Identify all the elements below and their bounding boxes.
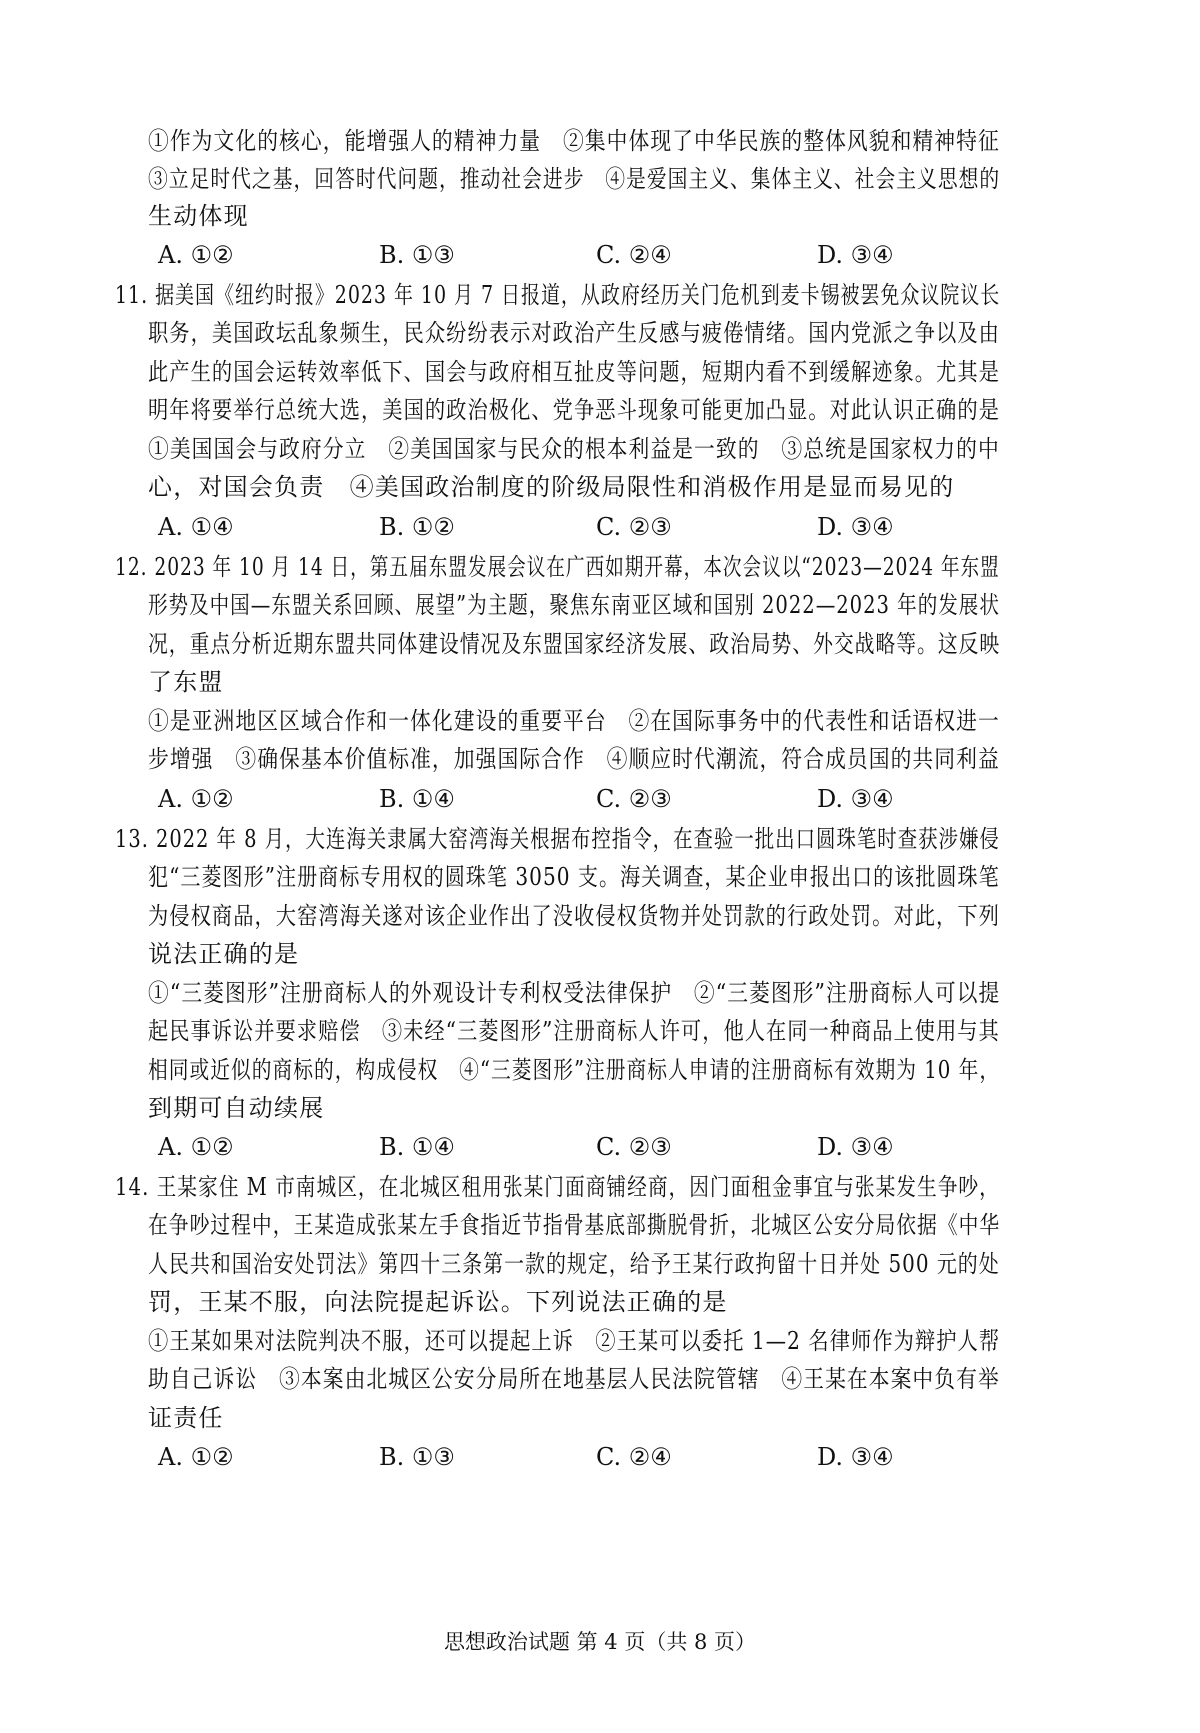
q13-option-c: C. ②③	[596, 1133, 672, 1161]
q12-option-b: B. ①④	[379, 785, 455, 813]
q14-option-a: A. ①②	[158, 1443, 234, 1471]
q14-option-d: D. ③④	[817, 1443, 894, 1471]
q14-option-b: B. ①③	[379, 1443, 455, 1471]
q10-line: 生动体现	[148, 202, 249, 230]
q13-stem-line: 13. 2022 年 8 月，大连海关隶属大窑湾海关根据布控指令，在查验一批出口圆珠笔时查获涉嫌侵	[115, 825, 1000, 853]
q11-option-c: C. ②③	[596, 513, 672, 541]
q14-stem-line: 罚，王某不服，向法院提起诉讼。下列说法正确的是	[148, 1288, 728, 1316]
q11-choice-line: 心，对国会负责 ④美国政治制度的阶级局限性和消极作用是显而易见的	[148, 473, 955, 501]
q12-option-a: A. ①②	[158, 785, 234, 813]
q10-option-d: D. ③④	[817, 241, 894, 269]
q11-option-b: B. ①②	[379, 513, 455, 541]
q14-stem-line: 在争吵过程中，王某造成张某左手食指近节指骨基底部撕脱骨折，北城区公安分局依据《中华	[148, 1211, 1001, 1239]
q11-stem-line: 职务，美国政坛乱象频生，民众纷纷表示对政治产生反感与疲倦情绪。国内党派之争以及由	[148, 319, 1000, 347]
q13-option-b: B. ①④	[379, 1133, 455, 1161]
q11-option-d: D. ③④	[817, 513, 894, 541]
q11-stem-line: 此产生的国会运转效率低下、国会与政府相互扯皮等问题，短期内看不到缓解迹象。尤其是	[148, 358, 1000, 386]
q11-stem-line: 11. 据美国《纽约时报》2023 年 10 月 7 日报道，从政府经历关门危机到麦卡锡被罢免众议院议长	[115, 281, 1001, 309]
q14-stem-line: 人民共和国治安处罚法》第四十三条第一款的规定，给予王某行政拘留十日并处 500 元的处	[148, 1250, 1000, 1278]
q13-choice-line: 到期可自动续展	[148, 1094, 325, 1122]
q10-line: ①作为文化的核心，能增强人的精神力量 ②集中体现了中华民族的整体风貌和精神特征	[148, 127, 1000, 155]
q11-option-a: A. ①④	[158, 513, 234, 541]
q12-stem-line: 12. 2023 年 10 月 14 日，第五届东盟发展会议在广西如期开幕，本次会议以“2023—2024 年东盟	[115, 553, 1000, 581]
q11-stem-line: 明年将要举行总统大选，美国的政治极化、党争恶斗现象可能更加凸显。对此认识正确的是	[148, 396, 1000, 424]
q12-stem-line: 形势及中国—东盟关系回顾、展望”为主题，聚焦东南亚区域和国别 2022—2023 年的发展状	[148, 591, 1000, 619]
q12-choice-line: 步增强 ③确保基本价值标准，加强国际合作 ④顺应时代潮流，符合成员国的共同利益	[148, 745, 1000, 773]
q14-option-c: C. ②④	[596, 1443, 672, 1471]
q13-choice-line: ①“三菱图形”注册商标人的外观设计专利权受法律保护 ②“三菱图形”注册商标人可以提	[148, 979, 1001, 1007]
q13-choice-line: 起民事诉讼并要求赔偿 ③未经“三菱图形”注册商标人许可，他人在同一种商品上使用与其	[148, 1017, 1000, 1045]
q10-option-c: C. ②④	[596, 241, 672, 269]
q14-choice-line: 证责任	[148, 1404, 224, 1432]
q13-choice-line: 相同或近似的商标的，构成侵权 ④“三菱图形”注册商标人申请的注册商标有效期为 10 年，	[148, 1056, 1001, 1084]
q12-stem-line: 了东盟	[148, 668, 224, 696]
q14-choice-line: ①王某如果对法院判决不服，还可以提起上诉 ②王某可以委托 1—2 名律师作为辩护人帮	[148, 1327, 1001, 1355]
q13-stem-line: 为侵权商品，大窑湾海关遂对该企业作出了没收侵权货物并处罚款的行政处罚。对此，下列	[148, 902, 1000, 930]
q10-line: ③立足时代之基，回答时代问题，推动社会进步 ④是爱国主义、集体主义、社会主义思想的	[148, 165, 1001, 193]
page-footer: 思想政治试题 第 4 页（共 8 页）	[443, 1630, 757, 1654]
q13-stem-line: 犯“三菱图形”注册商标专用权的圆珠笔 3050 支。海关调查，某企业申报出口的该批圆珠笔	[148, 863, 1000, 891]
q11-choice-line: ①美国国会与政府分立 ②美国国家与民众的根本利益是一致的 ③总统是国家权力的中	[148, 435, 1000, 463]
q13-option-a: A. ①②	[158, 1133, 234, 1161]
q14-stem-line: 14. 王某家住 M 市南城区，在北城区租用张某门面商铺经商，因门面租金事宜与张某发生争吵，	[115, 1173, 1000, 1201]
q10-option-a: A. ①②	[158, 241, 234, 269]
q14-choice-line: 助自己诉讼 ③本案由北城区公安分局所在地基层人民法院管辖 ④王某在本案中负有举	[148, 1365, 1000, 1393]
q10-option-b: B. ①③	[379, 241, 455, 269]
q12-option-c: C. ②③	[596, 785, 672, 813]
q13-option-d: D. ③④	[817, 1133, 894, 1161]
q12-stem-line: 况，重点分析近期东盟共同体建设情况及东盟国家经济发展、政治局势、外交战略等。这反映	[148, 630, 1001, 658]
q13-stem-line: 说法正确的是	[148, 940, 300, 968]
q12-choice-line: ①是亚洲地区区域合作和一体化建设的重要平台 ②在国际事务中的代表性和话语权进一	[148, 707, 1000, 735]
q12-option-d: D. ③④	[817, 785, 894, 813]
